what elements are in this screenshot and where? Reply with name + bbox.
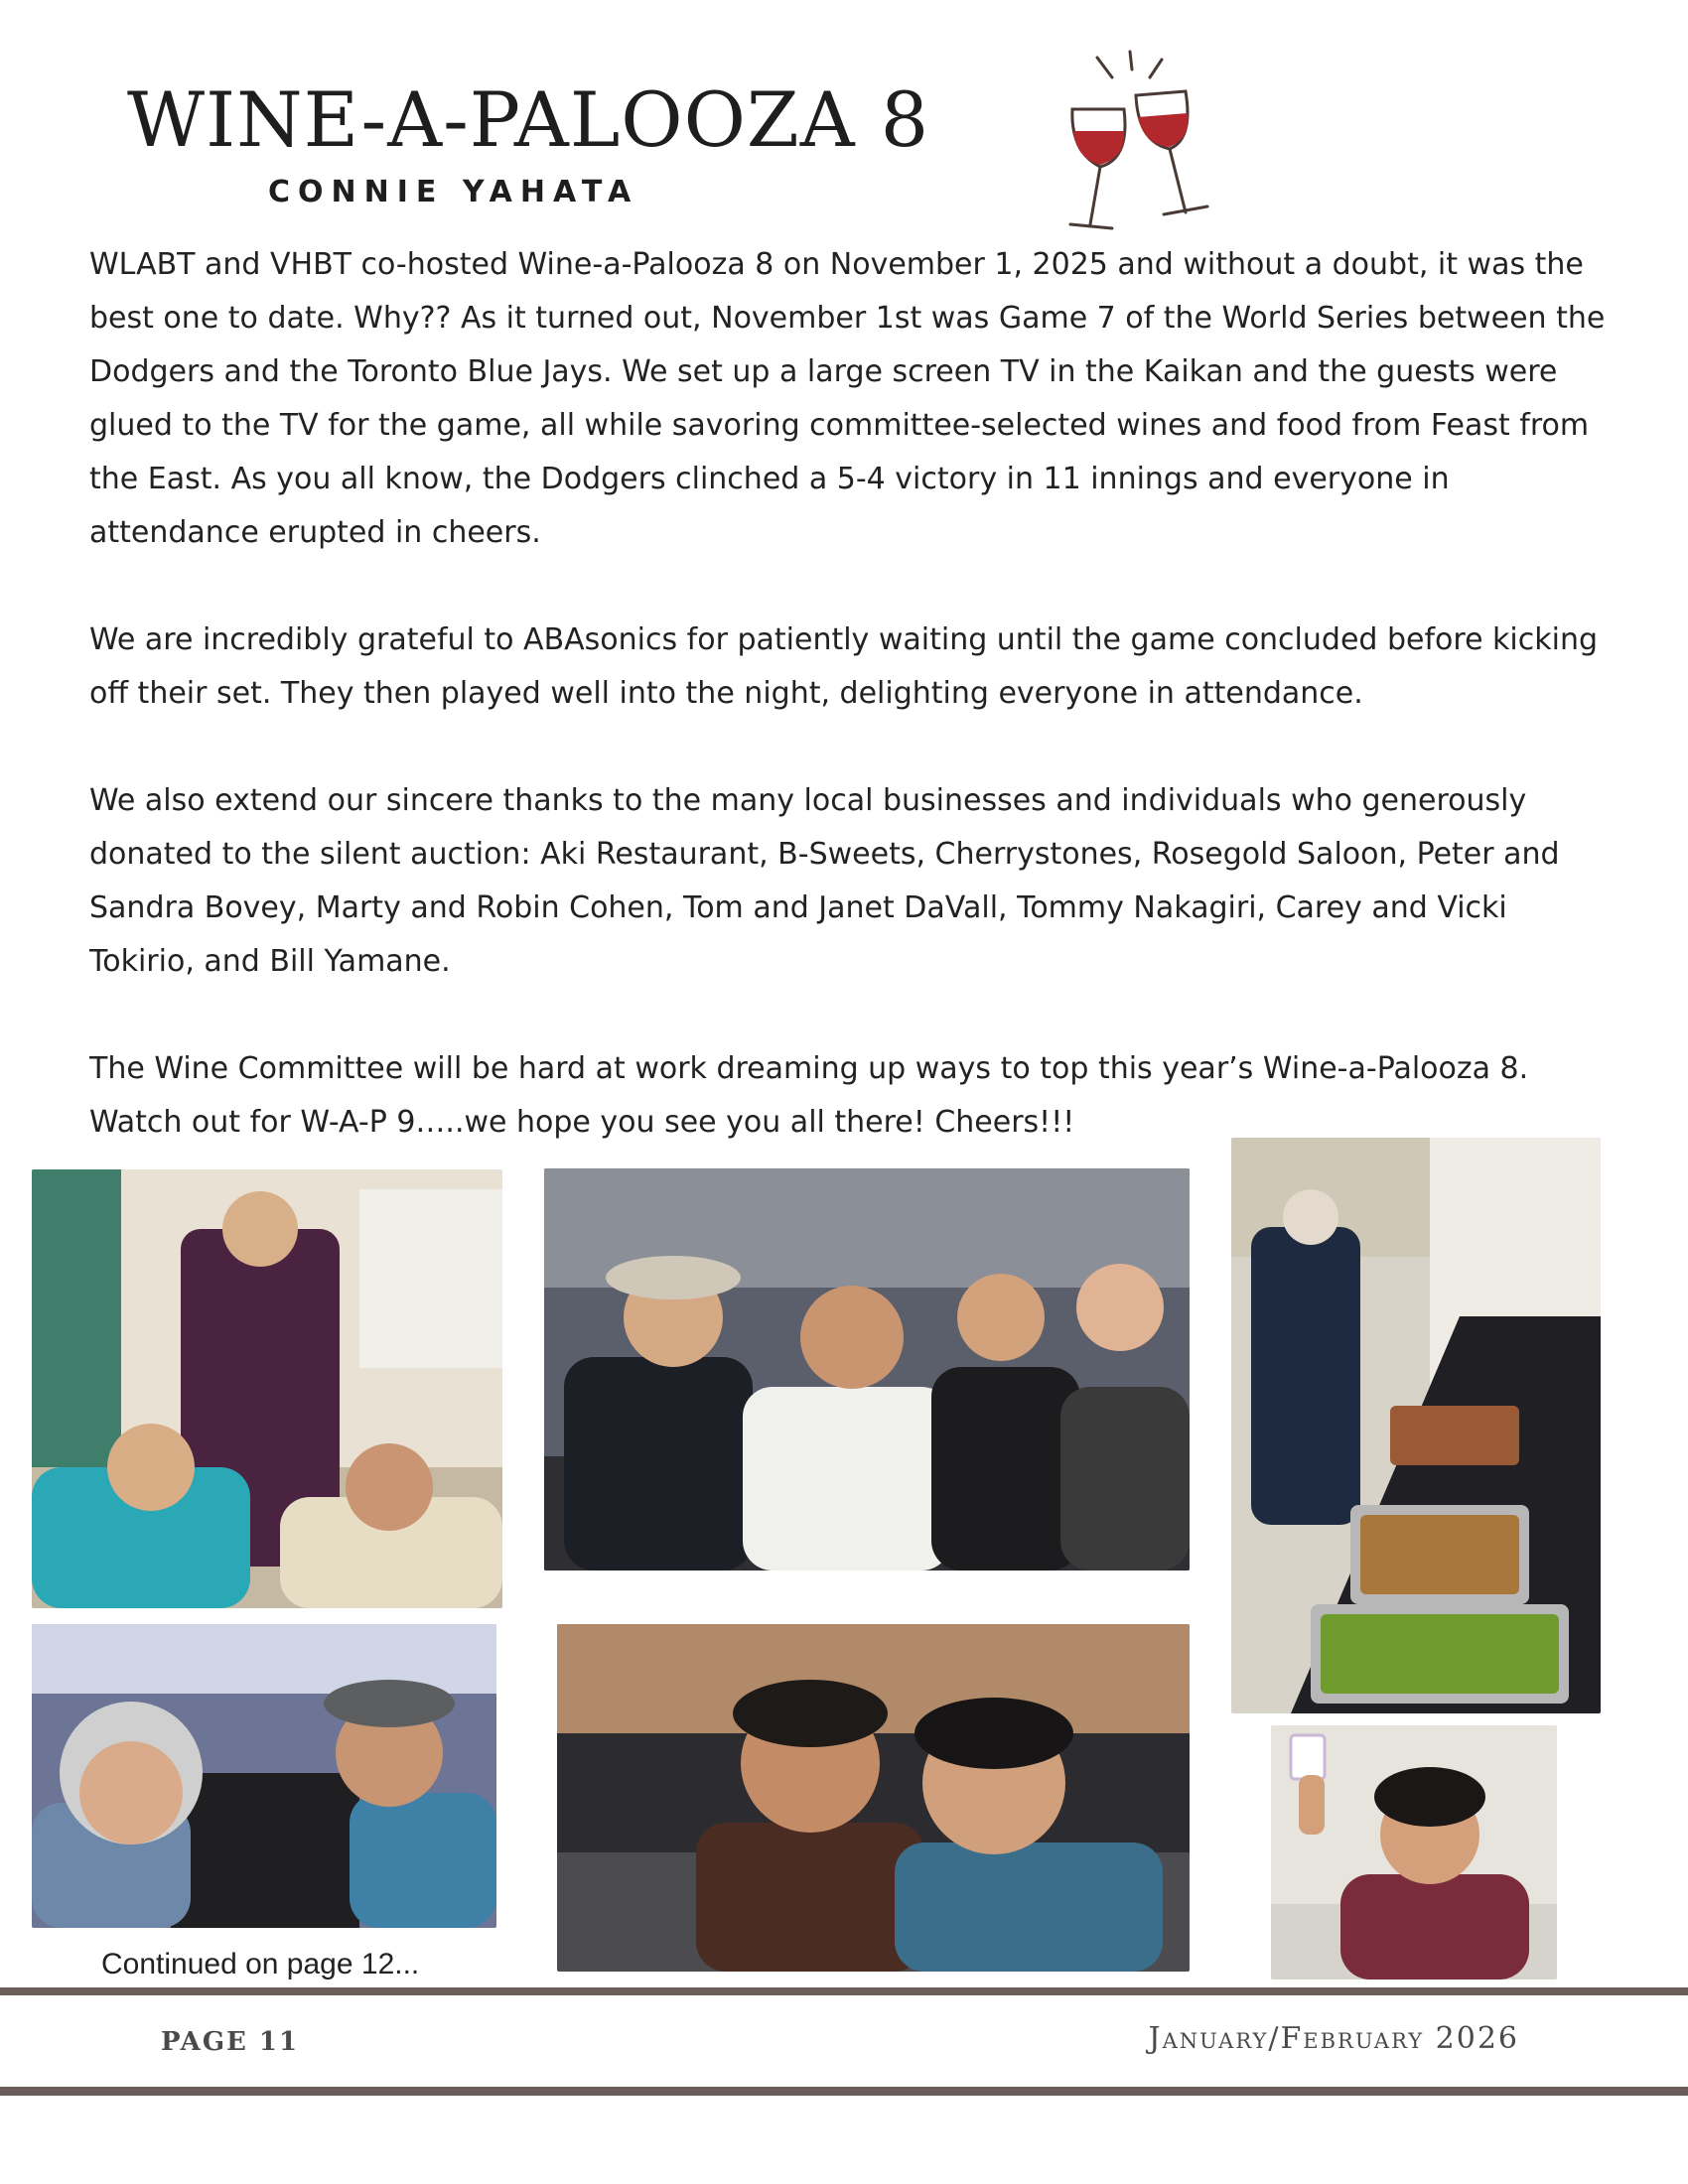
page-number: PAGE 11 bbox=[161, 2027, 300, 2057]
wine-glasses-toast-icon bbox=[1043, 48, 1231, 246]
article-paragraph: We also extend our sincere thanks to the many local businesses and individuals who generously donated to the silent auction: Aki Restaurant, B-Sweets, Cherrystones, Rosegold Saloon, Peter and Sandra Bovey, Marty and Robin Cohen, Tom and Janet DaVall, Tommy Nakagiri, Carey and Vicki Tokirio, and Bill Yamane. bbox=[89, 783, 1560, 979]
footer-bottom-rule bbox=[0, 2087, 1688, 2096]
continued-caption: Continued on page 12... bbox=[101, 1948, 420, 1980]
article-paragraph: WLABT and VHBT co-hosted Wine-a-Palooza 8 on November 1, 2025 and without a doubt, it was the best one to date. Why?? As it turned out, November 1st was Game 7 of the World Series between the Dodgers and the Toronto Blue Jays. We set up a large screen TV in the Kaikan and the guests were glued to the TV for the game, all while savoring committee-selected wines and food from Feast from the East. As you all know, the Dodgers clinched a 5-4 victory in 11 innings and everyone in attendance erupted in cheers. bbox=[89, 247, 1606, 550]
article-paragraph: The Wine Committee will be hard at work dreaming up ways to top this year’s Wine-a-Palooza 8. Watch out for W-A-P 9…..we hope you see you all there! Cheers!!! bbox=[89, 1051, 1529, 1140]
article-title: WINE-A-PALOOZA 8 bbox=[127, 75, 930, 164]
article-paragraph: We are incredibly grateful to ABAsonics for patiently waiting until the game concluded before kicking off their set. They then played well into the night, delighting everyone in attendance. bbox=[89, 622, 1599, 711]
photo-couple bbox=[557, 1624, 1190, 1972]
photo-selfie-pair bbox=[32, 1624, 496, 1928]
photo-buffet-line bbox=[1231, 1138, 1601, 1713]
article-body bbox=[89, 238, 1609, 1203]
photo-winner bbox=[1271, 1725, 1557, 1979]
photo-guests-table bbox=[544, 1168, 1190, 1570]
issue-date: January/February 2026 bbox=[1148, 2021, 1519, 2056]
photo-guests-trio bbox=[32, 1169, 502, 1608]
article-author: CONNIE YAHATA bbox=[268, 175, 639, 209]
footer-top-rule bbox=[0, 1987, 1688, 1995]
